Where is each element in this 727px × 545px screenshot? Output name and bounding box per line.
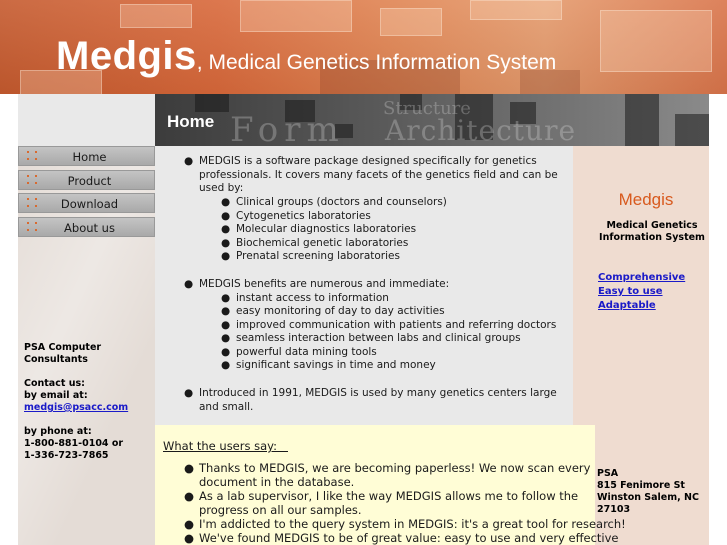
header-strip-left (18, 94, 155, 146)
main-nav (18, 146, 155, 240)
history-paragraph (184, 387, 559, 414)
product-title: Medgis (618, 190, 674, 209)
nav-item-label: Product (67, 173, 112, 188)
brand-name: Medgis (56, 34, 197, 78)
page-header (155, 94, 709, 146)
phone-label: by phone at: (24, 426, 92, 437)
address-line: PSA (597, 468, 619, 479)
nav-item-label: Home (72, 150, 107, 164)
testimonial: ● We've found MEDGIS to be of great value: easy to use and very effective (184, 531, 619, 545)
contact-heading: Contact us: (24, 378, 85, 389)
header-ghost-word: Architecture (385, 114, 577, 146)
testimonial-continuation: document in the database. (199, 475, 355, 489)
link-comprehensive[interactable]: Comprehensive (598, 272, 686, 283)
nav-item-label: About us (64, 220, 115, 235)
bullet-icon: ● (184, 517, 195, 531)
list-item: ● powerful data mining tools (221, 345, 377, 358)
bullet-icon: ● (221, 250, 231, 262)
bullet-icon: ● (221, 196, 231, 208)
header-ghost-word: Structure (383, 98, 471, 119)
bullet-icon: ● (221, 236, 231, 249)
testimonials-heading: What the users say: (163, 439, 288, 453)
bullet-icon: ● (184, 531, 195, 545)
testimonial: ● Thanks to MEDGIS, we are becoming paperless! We now scan every (184, 461, 591, 475)
phone-number: 1-800-881-0104 or (24, 438, 124, 449)
list-item: ● seamless interaction between labs and clinical groups (221, 332, 521, 344)
bullet-icon: ● (221, 359, 231, 371)
intro-paragraph (184, 155, 559, 196)
address-line: 27103 (597, 504, 631, 515)
company-name-line: PSA Computer (24, 342, 102, 353)
brand-tagline: , Medical Genetics Information System (196, 51, 557, 74)
link-easy-to-use[interactable]: Easy to use (598, 286, 663, 297)
nav-item-download[interactable] (18, 193, 155, 213)
text-line: and small. (199, 400, 254, 413)
text-line: professionals. It covers many facets of the genetics field and can be (199, 168, 558, 181)
product-subtitle: Medical Genetics Information System (599, 220, 705, 243)
text-line: used by: (199, 182, 244, 194)
email-link[interactable]: medgis@psacc.com (24, 402, 129, 413)
left-sidebar (18, 146, 155, 545)
bullet-icon: ● (221, 291, 231, 304)
bullet-icon: ● (221, 332, 231, 344)
link-adaptable[interactable]: Adaptable (598, 300, 656, 311)
company-name-line: Consultants (24, 354, 88, 365)
list-item: ● Cytogenetics laboratories (221, 209, 371, 222)
text-line: MEDGIS is a software package designed specifically for genetics (199, 155, 537, 167)
site-banner (0, 0, 727, 94)
phone-number: 1-336-723-7865 (24, 450, 109, 461)
bullet-icon: ● (221, 209, 231, 222)
bullet-icon: ● (221, 305, 231, 317)
address-line: 815 Fenimore St (597, 480, 685, 491)
nav-item-home[interactable] (18, 146, 155, 166)
list-item: ● easy monitoring of day to day activities (221, 305, 445, 317)
postal-address (597, 468, 699, 516)
benefits-heading: ● MEDGIS benefits are numerous and immediate: (184, 278, 450, 290)
testimonial: ● I'm addicted to the query system in MEDGIS: it's a great tool for research! (184, 517, 626, 531)
header-ghost-word: Form (230, 110, 345, 146)
bullet-icon: ● (184, 489, 195, 503)
testimonial-continuation: progress on all our samples. (199, 503, 362, 517)
email-label: by email at: (24, 390, 88, 401)
nav-item-label: Download (60, 197, 119, 211)
bullet-icon: ● (221, 318, 231, 331)
main-content (155, 146, 573, 425)
list-item: ● significant savings in time and money (221, 359, 436, 371)
testimonial: ● As a lab supervisor, I like the way MEDGIS allows me to follow the (184, 489, 579, 503)
text-line: Introduced in 1991, MEDGIS is used by many genetics centers large (199, 387, 557, 399)
bullet-icon: ● (184, 155, 194, 167)
bullet-icon: ● (221, 345, 231, 358)
contact-info (24, 342, 128, 462)
nav-item-product[interactable] (18, 170, 155, 190)
list-item: ● instant access to information (221, 291, 389, 304)
list-item: ● Biochemical genetic laboratories (221, 236, 409, 249)
bullet-icon: ● (184, 278, 194, 290)
bullet-icon: ● (184, 387, 194, 399)
page-title: Home (167, 112, 215, 131)
list-item: ● Molecular diagnostics laboratories (221, 223, 417, 235)
banner-title (56, 34, 556, 79)
list-item: ● improved communication with patients and referring doctors (221, 318, 557, 331)
address-line: Winston Salem, NC (597, 492, 699, 503)
list-item: ● Prenatal screening laboratories (221, 250, 400, 262)
nav-item-about-us[interactable] (18, 217, 155, 237)
bullet-icon: ● (221, 223, 231, 235)
list-item: ● Clinical groups (doctors and counselors) (221, 196, 447, 208)
bullet-icon: ● (184, 461, 195, 475)
